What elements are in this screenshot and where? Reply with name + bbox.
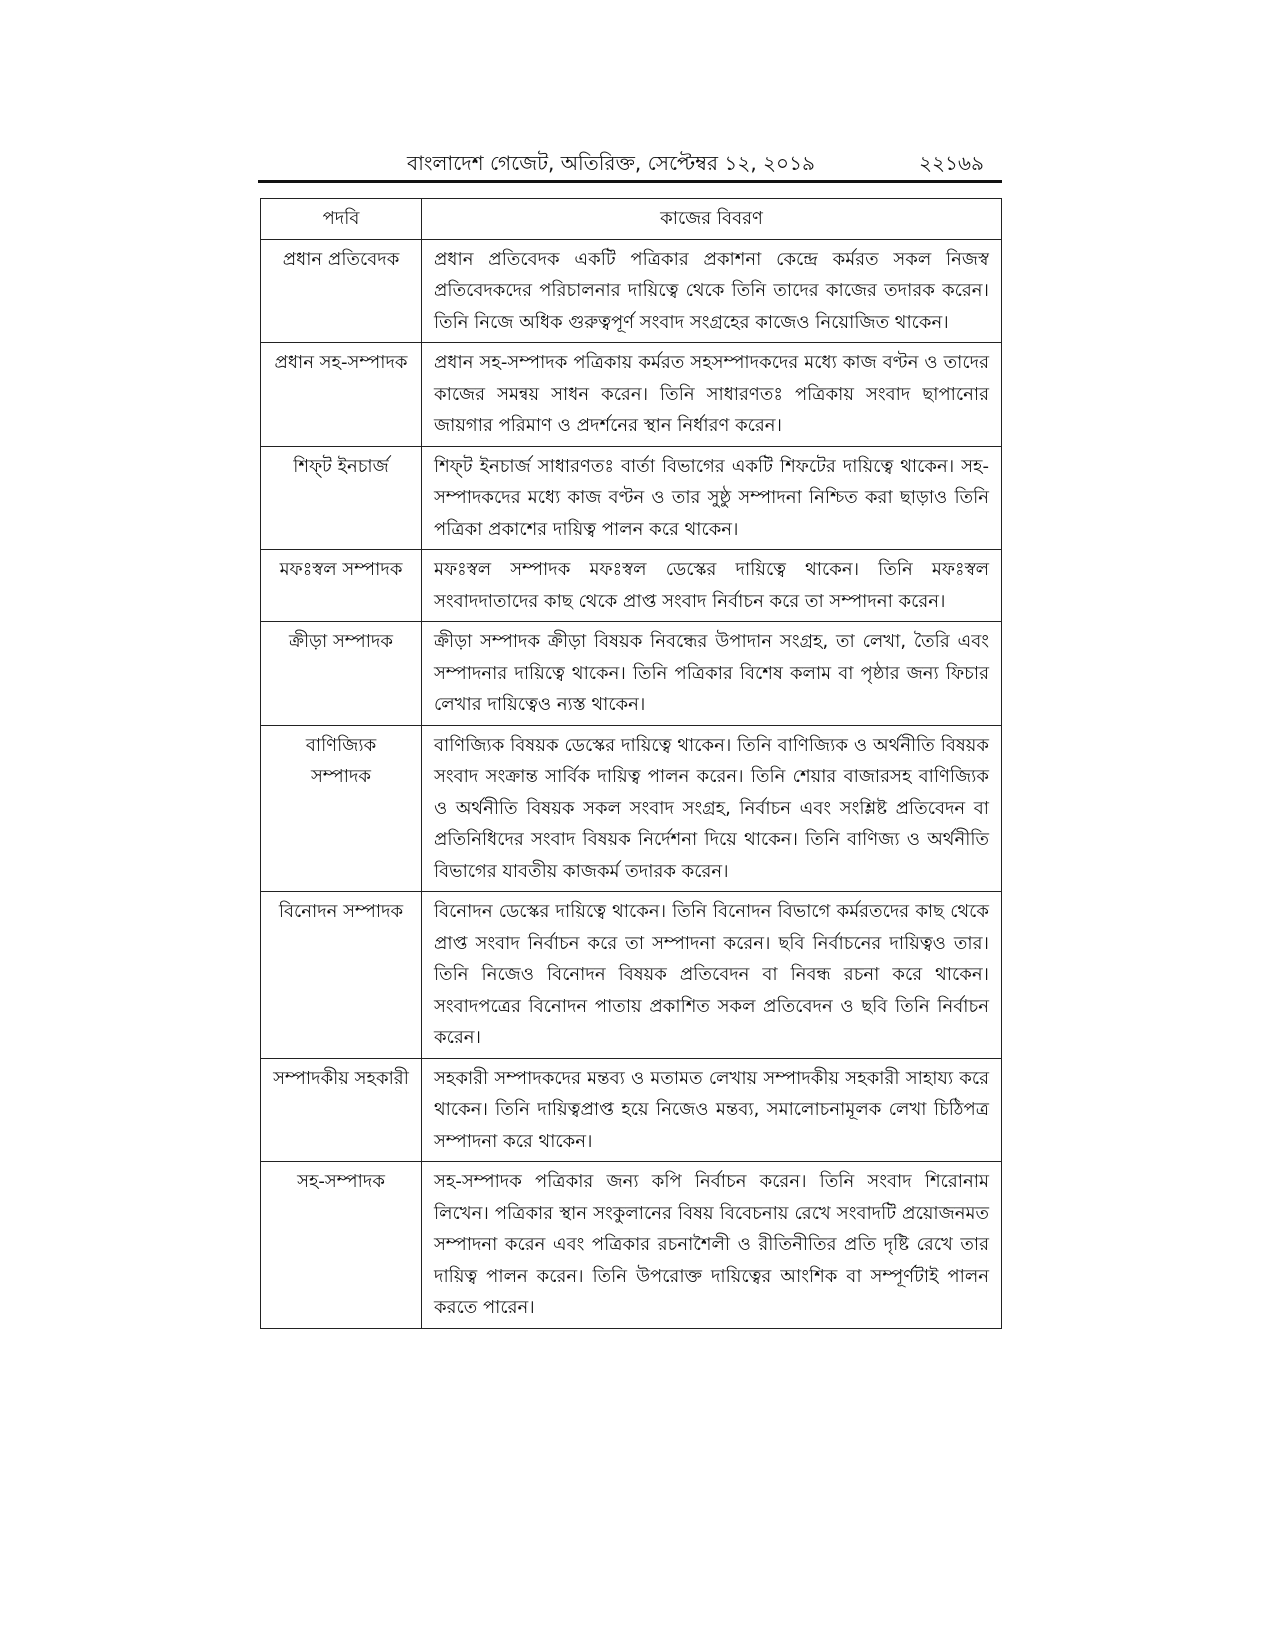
description-cell: প্রধান প্রতিবেদক একটি পত্রিকার প্রকাশনা কেন্দ্রে কর্মরত সকল নিজস্ব প্রতিবেদকদের পরিচালনার দায়িত্বে থেকে তিনি তাদের কাজের তদারক করেন। তিনি নিজে অধিক গুরুত্বপূর্ণ সংবাদ সংগ্রহের কাজেও নিয়োজিত থাকেন। bbox=[422, 239, 1002, 343]
description-cell: সহ-সম্পাদক পত্রিকার জন্য কপি নির্বাচন করেন। তিনি সংবাদ শিরোনাম লিখেন। পত্রিকার স্থান সংকুলানের বিষয় বিবেচনায় রেখে সংবাদটি প্রয়োজনমত সম্পাদনা করেন এবং পত্রিকার রচনাশৈলী ও রীতিনীতির প্রতি দৃষ্টি রেখে তার দায়িত্ব পালন করেন। তিনি উপরোক্ত দায়িত্বের আংশিক বা সম্পূর্ণটাই পালন করতে পারেন। bbox=[422, 1162, 1002, 1329]
post-cell: বিনোদন সম্পাদক bbox=[261, 892, 422, 1059]
table-row bbox=[261, 446, 1002, 550]
table-header-row bbox=[261, 199, 1002, 240]
post-cell: ক্রীড়া সম্পাদক bbox=[261, 622, 422, 726]
table-row bbox=[261, 550, 1002, 622]
description-cell: বাণিজ্যিক বিষয়ক ডেস্কের দায়িত্বে থাকেন। তিনি বাণিজ্যিক ও অর্থনীতি বিষয়ক সংবাদ সংক্রান্ত সার্বিক দায়িত্ব পালন করেন। তিনি শেয়ার বাজারসহ বাণিজ্যিক ও অর্থনীতি বিষয়ক সকল সংবাদ সংগ্রহ, নির্বাচন এবং সংশ্লিষ্ট প্রতিবেদন বা প্রতিনিধিদের সংবাদ বিষয়ক নির্দেশনা দিয়ে থাকেন। তিনি বাণিজ্য ও অর্থনীতি বিভাগের যাবতীয় কাজকর্ম তদারক করেন। bbox=[422, 725, 1002, 892]
column-header-post: পদবি bbox=[261, 199, 422, 240]
post-cell: মফঃস্বল সম্পাদক bbox=[261, 550, 422, 622]
header-rule bbox=[258, 180, 1002, 183]
post-cell: শিফ্‌ট ইনচার্জ bbox=[261, 446, 422, 550]
table-row bbox=[261, 343, 1002, 447]
gazette-header bbox=[258, 150, 1002, 180]
description-cell: মফঃস্বল সম্পাদক মফঃস্বল ডেস্কের দায়িত্বে থাকেন। তিনি মফঃস্বল সংবাদদাতাদের কাছ থেকে প্রাপ্ত সংবাদ নির্বাচন করে তা সম্পাদনা করেন। bbox=[422, 550, 1002, 622]
table-row bbox=[261, 1162, 1002, 1329]
table-row bbox=[261, 1058, 1002, 1162]
table-row bbox=[261, 239, 1002, 343]
gazette-title: বাংলাদেশ গেজেট, অতিরিক্ত, সেপ্টেম্বর ১২, ২০১৯ bbox=[406, 150, 816, 175]
table-row bbox=[261, 622, 1002, 726]
page-number: ২২১৬৯ bbox=[919, 150, 984, 175]
description-cell: বিনোদন ডেস্কের দায়িত্বে থাকেন। তিনি বিনোদন বিভাগে কর্মরতদের কাছ থেকে প্রাপ্ত সংবাদ নির্বাচন করে তা সম্পাদনা করেন। ছবি নির্বাচনের দায়িত্বও তার। তিনি নিজেও বিনোদন বিষয়ক প্রতিবেদন বা নিবন্ধ রচনা করে থাকেন। সংবাদপত্রের বিনোদন পাতায় প্রকাশিত সকল প্রতিবেদন ও ছবি তিনি নির্বাচন করেন। bbox=[422, 892, 1002, 1059]
post-cell: বাণিজ্যিক সম্পাদক bbox=[261, 725, 422, 892]
duties-table bbox=[260, 198, 1002, 1329]
description-cell: ক্রীড়া সম্পাদক ক্রীড়া বিষয়ক নিবন্ধের উপাদান সংগ্রহ, তা লেখা, তৈরি এবং সম্পাদনার দায়িত্বে থাকেন। তিনি পত্রিকার বিশেষ কলাম বা পৃষ্ঠার জন্য ফিচার লেখার দায়িত্বেও ন্যস্ত থাকেন। bbox=[422, 622, 1002, 726]
table-row bbox=[261, 725, 1002, 892]
post-cell: সম্পাদকীয় সহকারী bbox=[261, 1058, 422, 1162]
post-cell: সহ-সম্পাদক bbox=[261, 1162, 422, 1329]
column-header-description: কাজের বিবরণ bbox=[422, 199, 1002, 240]
table-row bbox=[261, 892, 1002, 1059]
description-cell: শিফ্‌ট ইনচার্জ সাধারণতঃ বার্তা বিভাগের একটি শিফটের দায়িত্বে থাকেন। সহ-সম্পাদকদের মধ্যে কাজ বণ্টন ও তার সুষ্ঠু সম্পাদনা নিশ্চিত করা ছাড়াও তিনি পত্রিকা প্রকাশের দায়িত্ব পালন করে থাকেন। bbox=[422, 446, 1002, 550]
post-cell: প্রধান প্রতিবেদক bbox=[261, 239, 422, 343]
description-cell: সহকারী সম্পাদকদের মন্তব্য ও মতামত লেখায় সম্পাদকীয় সহকারী সাহায্য করে থাকেন। তিনি দায়িত্বপ্রাপ্ত হয়ে নিজেও মন্তব্য, সমালোচনামূলক লেখা চিঠিপত্র সম্পাদনা করে থাকেন। bbox=[422, 1058, 1002, 1162]
post-cell: প্রধান সহ-সম্পাদক bbox=[261, 343, 422, 447]
description-cell: প্রধান সহ-সম্পাদক পত্রিকায় কর্মরত সহসম্পাদকদের মধ্যে কাজ বণ্টন ও তাদের কাজের সমন্বয় সাধন করেন। তিনি সাধারণতঃ পত্রিকায় সংবাদ ছাপানোর জায়গার পরিমাণ ও প্রদর্শনের স্থান নির্ধারণ করেন। bbox=[422, 343, 1002, 447]
